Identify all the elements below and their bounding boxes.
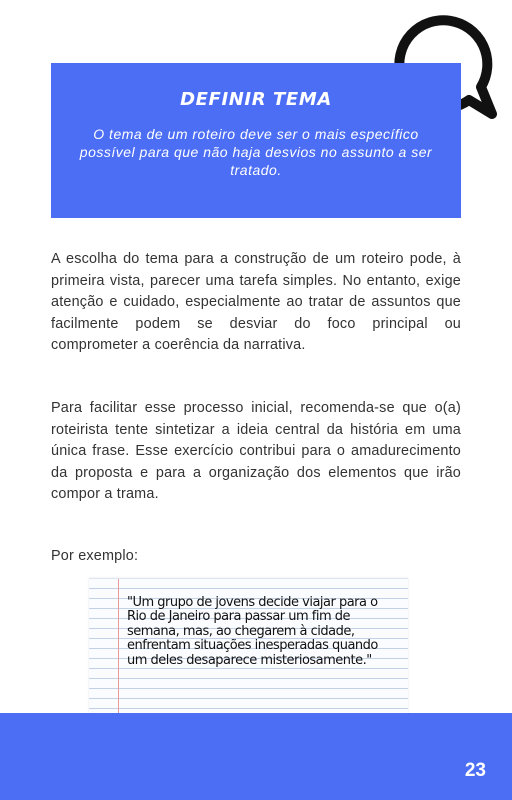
- note-margin-line: [118, 579, 119, 716]
- footer-bar: [0, 713, 512, 800]
- example-note-paper: [89, 578, 408, 716]
- page-number: 23: [464, 760, 486, 781]
- paragraph-1: A escolha do tema para a construção de um roteiro pode, à primeira vista, parecer uma tarefa simples. No entanto, exige atenção e cuidado, especialmente ao tratar de assuntos que facilmente podem se desviar do foco principal ou comprometer a coerência da narrativa.: [51, 251, 461, 353]
- example-quote: "Um grupo de jovens decide viajar para o Rio de Janeiro para passar um fim de semana, mas, ao chegarem à cidade, enfrentam situações inesperadas quando um deles desaparece misteriosamente.": [127, 595, 378, 668]
- topic-header-box: [51, 63, 461, 218]
- section-subtitle: O tema de um roteiro deve ser o mais específico possível para que não haja desvios no assunto a ser tratado.: [79, 126, 433, 178]
- paragraph-example-intro: Por exemplo:: [51, 548, 139, 564]
- section-title: DEFINIR TEMA: [180, 89, 332, 110]
- paragraph-2: Para facilitar esse processo inicial, recomenda-se que o(a) roteirista tente sintetizar a ideia central da história em uma única frase. Esse exercício contribui para o amadurecimento da proposta e para a organização dos elementos que irão compor a trama.: [51, 400, 461, 502]
